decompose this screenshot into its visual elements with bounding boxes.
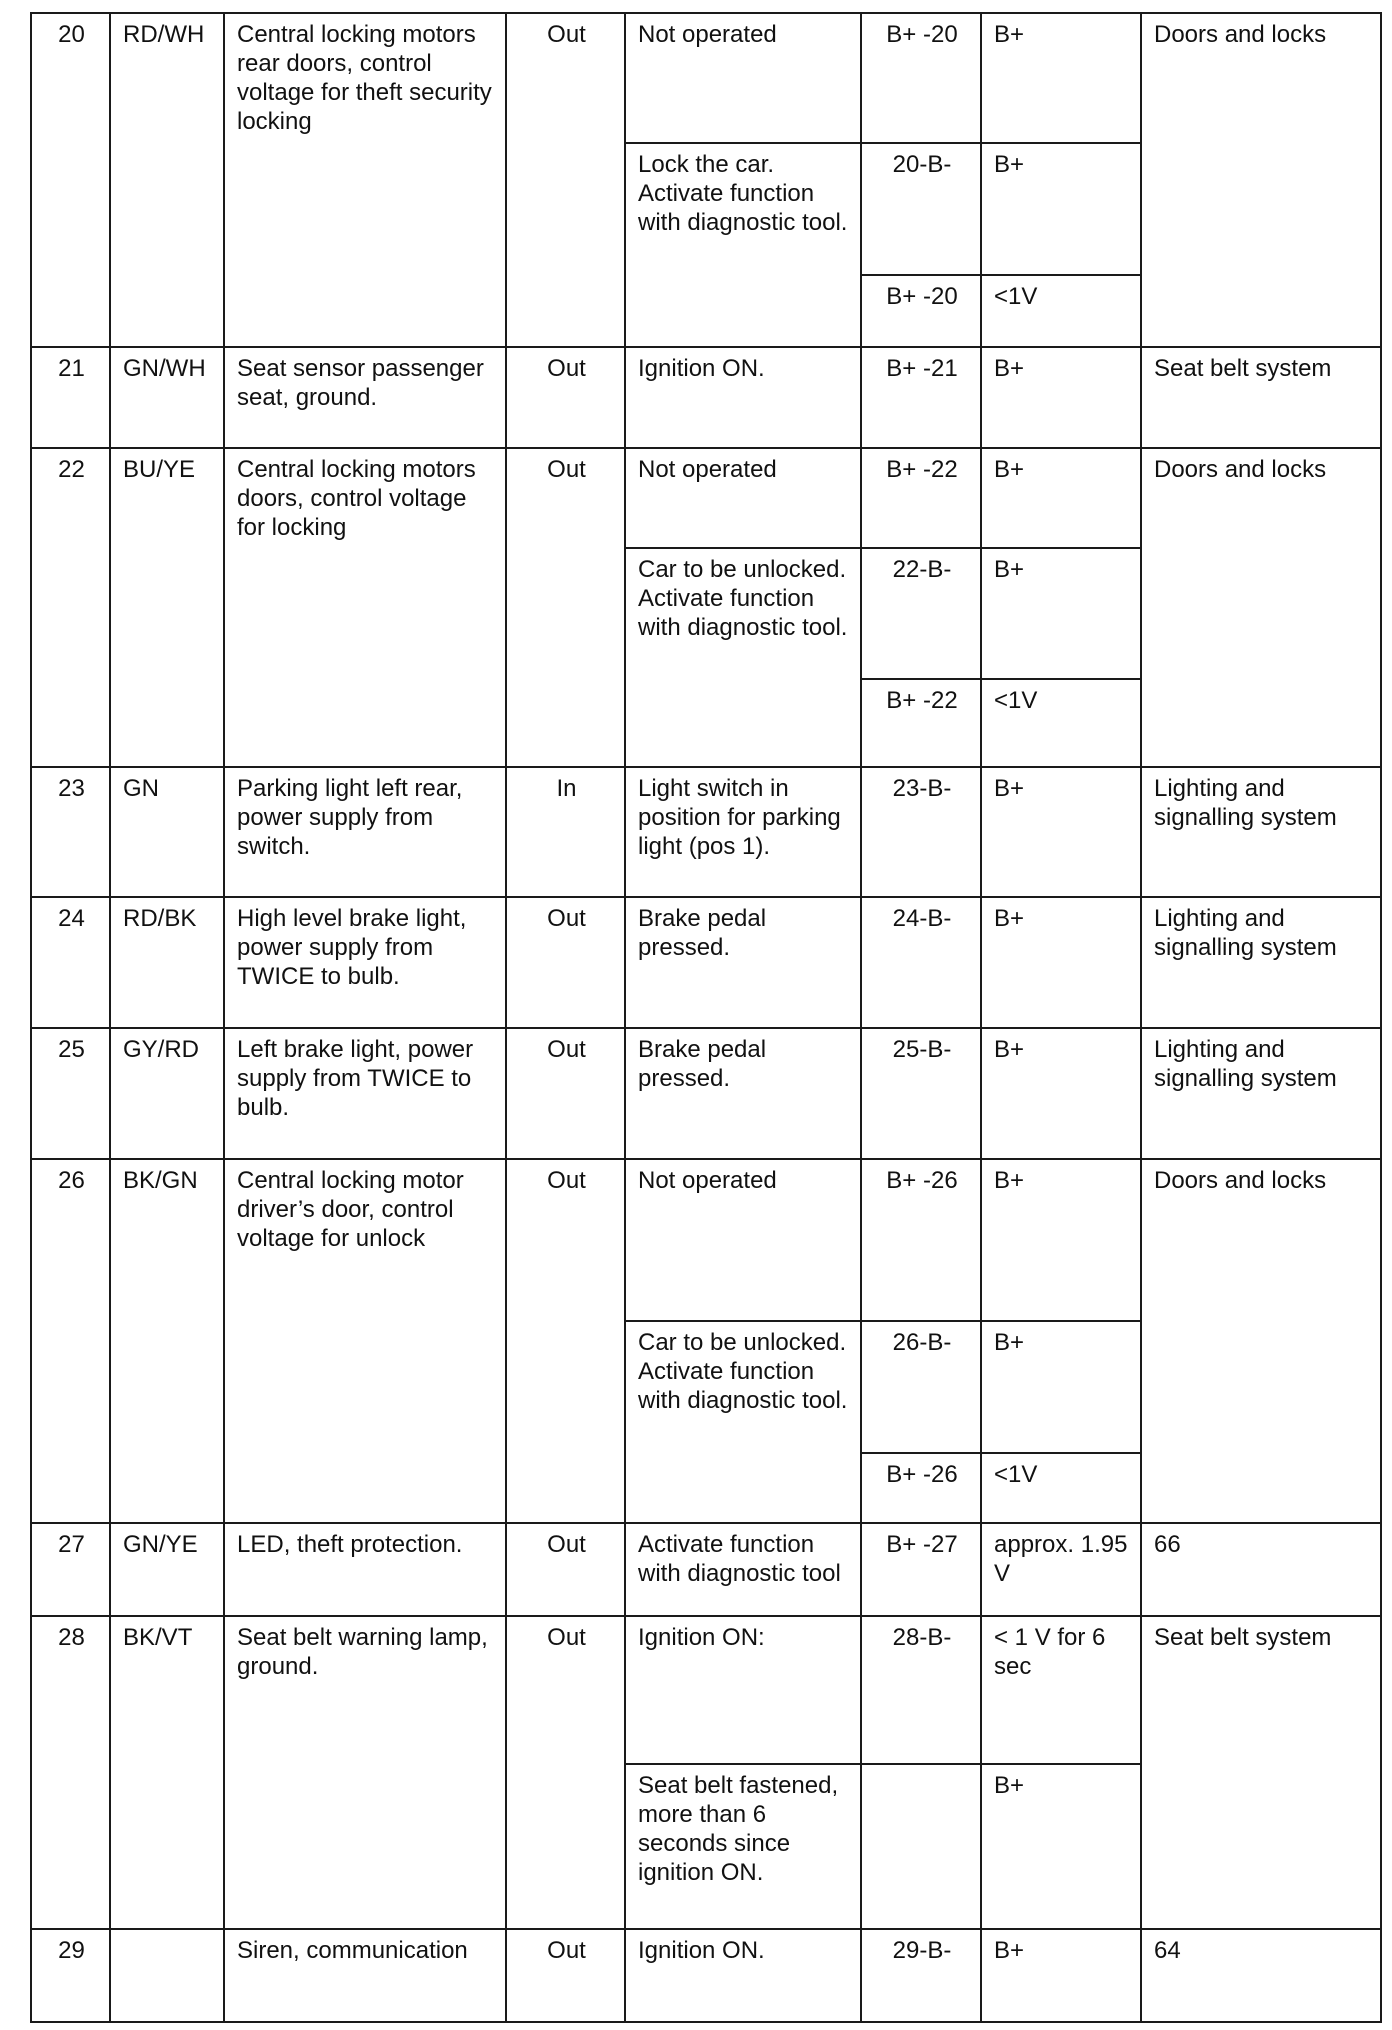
table-row: [31, 1616, 1381, 1764]
measure-point-cell: 24-B-: [861, 897, 981, 1028]
direction-cell: In: [506, 767, 625, 897]
description-cell: Parking light left rear, power supply from switch.: [224, 767, 506, 897]
measure-point-cell: 23-B-: [861, 767, 981, 897]
table-row: [31, 347, 1381, 448]
measure-point-cell: B+ -27: [861, 1523, 981, 1616]
pin-table: [30, 12, 1382, 2023]
wire-colour-cell: [110, 1929, 224, 2022]
pin-number-cell: 20: [31, 13, 110, 347]
expected-value-cell: B+: [981, 548, 1141, 679]
table-row: [31, 448, 1381, 548]
direction-cell: Out: [506, 13, 625, 347]
description-cell: Siren, communication: [224, 1929, 506, 2022]
wire-colour-cell: GN/WH: [110, 347, 224, 448]
measure-point-cell: B+ -26: [861, 1159, 981, 1321]
measure-point-cell: B+ -20: [861, 275, 981, 347]
measure-point-cell: 26-B-: [861, 1321, 981, 1453]
pin-number-cell: 26: [31, 1159, 110, 1523]
condition-cell: Light switch in position for parking light (pos 1).: [625, 767, 861, 897]
wire-colour-cell: RD/WH: [110, 13, 224, 347]
condition-cell: Not operated: [625, 13, 861, 143]
expected-value-cell: <1V: [981, 275, 1141, 347]
pin-number-cell: 22: [31, 448, 110, 767]
system-cell: Doors and locks: [1141, 1159, 1381, 1523]
wire-colour-cell: GN: [110, 767, 224, 897]
measure-point-cell: B+ -21: [861, 347, 981, 448]
expected-value-cell: B+: [981, 143, 1141, 275]
measure-point-cell: [861, 1764, 981, 1929]
pin-number-cell: 21: [31, 347, 110, 448]
measure-point-cell: B+ -26: [861, 1453, 981, 1523]
description-cell: LED, theft protection.: [224, 1523, 506, 1616]
table-row: [31, 1523, 1381, 1616]
system-cell: 66: [1141, 1523, 1381, 1616]
expected-value-cell: B+: [981, 448, 1141, 548]
pin-number-cell: 23: [31, 767, 110, 897]
description-cell: Left brake light, power supply from TWICE to bulb.: [224, 1028, 506, 1159]
pin-table-body: [31, 13, 1381, 2022]
direction-cell: Out: [506, 1523, 625, 1616]
condition-cell: Ignition ON.: [625, 1929, 861, 2022]
condition-cell: Not operated: [625, 448, 861, 548]
system-cell: Lighting and signalling system: [1141, 1028, 1381, 1159]
measure-point-cell: 25-B-: [861, 1028, 981, 1159]
expected-value-cell: < 1 V for 6 sec: [981, 1616, 1141, 1764]
description-cell: High level brake light, power supply from TWICE to bulb.: [224, 897, 506, 1028]
condition-cell: Seat belt fastened, more than 6 seconds since ignition ON.: [625, 1764, 861, 1929]
wire-colour-cell: BU/YE: [110, 448, 224, 767]
measure-point-cell: B+ -20: [861, 13, 981, 143]
direction-cell: Out: [506, 1616, 625, 1929]
wire-colour-cell: RD/BK: [110, 897, 224, 1028]
wire-colour-cell: BK/GN: [110, 1159, 224, 1523]
expected-value-cell: <1V: [981, 679, 1141, 767]
expected-value-cell: B+: [981, 897, 1141, 1028]
expected-value-cell: B+: [981, 13, 1141, 143]
direction-cell: Out: [506, 897, 625, 1028]
table-row: [31, 13, 1381, 143]
expected-value-cell: B+: [981, 1159, 1141, 1321]
pin-number-cell: 28: [31, 1616, 110, 1929]
pin-number-cell: 29: [31, 1929, 110, 2022]
expected-value-cell: B+: [981, 1929, 1141, 2022]
expected-value-cell: B+: [981, 347, 1141, 448]
description-cell: Seat belt warning lamp, ground.: [224, 1616, 506, 1929]
expected-value-cell: approx. 1.95 V: [981, 1523, 1141, 1616]
expected-value-cell: B+: [981, 1321, 1141, 1453]
condition-cell: Car to be unlocked. Activate function with diagnostic tool.: [625, 548, 861, 767]
pin-number-cell: 25: [31, 1028, 110, 1159]
condition-cell: Ignition ON:: [625, 1616, 861, 1764]
expected-value-cell: B+: [981, 1028, 1141, 1159]
system-cell: Seat belt system: [1141, 347, 1381, 448]
system-cell: Lighting and signalling system: [1141, 897, 1381, 1028]
measure-point-cell: 28-B-: [861, 1616, 981, 1764]
condition-cell: Activate function with diagnostic tool: [625, 1523, 861, 1616]
system-cell: Doors and locks: [1141, 13, 1381, 347]
expected-value-cell: <1V: [981, 1453, 1141, 1523]
description-cell: Central locking motors rear doors, control voltage for theft security locking: [224, 13, 506, 347]
wire-colour-cell: BK/VT: [110, 1616, 224, 1929]
expected-value-cell: B+: [981, 767, 1141, 897]
measure-point-cell: B+ -22: [861, 679, 981, 767]
system-cell: Doors and locks: [1141, 448, 1381, 767]
direction-cell: Out: [506, 1159, 625, 1523]
table-row: [31, 1028, 1381, 1159]
description-cell: Seat sensor passenger seat, ground.: [224, 347, 506, 448]
condition-cell: Car to be unlocked. Activate function with diagnostic tool.: [625, 1321, 861, 1523]
wire-colour-cell: GN/YE: [110, 1523, 224, 1616]
pin-number-cell: 27: [31, 1523, 110, 1616]
direction-cell: Out: [506, 1929, 625, 2022]
system-cell: Lighting and signalling system: [1141, 767, 1381, 897]
description-cell: Central locking motor driver’s door, control voltage for unlock: [224, 1159, 506, 1523]
condition-cell: Not operated: [625, 1159, 861, 1321]
condition-cell: Lock the car. Activate function with diagnostic tool.: [625, 143, 861, 347]
expected-value-cell: B+: [981, 1764, 1141, 1929]
direction-cell: Out: [506, 448, 625, 767]
condition-cell: Brake pedal pressed.: [625, 1028, 861, 1159]
system-cell: 64: [1141, 1929, 1381, 2022]
pin-number-cell: 24: [31, 897, 110, 1028]
direction-cell: Out: [506, 1028, 625, 1159]
measure-point-cell: 29-B-: [861, 1929, 981, 2022]
wire-colour-cell: GY/RD: [110, 1028, 224, 1159]
table-row: [31, 1159, 1381, 1321]
description-cell: Central locking motors doors, control voltage for locking: [224, 448, 506, 767]
condition-cell: Ignition ON.: [625, 347, 861, 448]
measure-point-cell: B+ -22: [861, 448, 981, 548]
table-row: [31, 1929, 1381, 2022]
table-row: [31, 767, 1381, 897]
measure-point-cell: 20-B-: [861, 143, 981, 275]
measure-point-cell: 22-B-: [861, 548, 981, 679]
condition-cell: Brake pedal pressed.: [625, 897, 861, 1028]
system-cell: Seat belt system: [1141, 1616, 1381, 1929]
direction-cell: Out: [506, 347, 625, 448]
table-row: [31, 897, 1381, 1028]
